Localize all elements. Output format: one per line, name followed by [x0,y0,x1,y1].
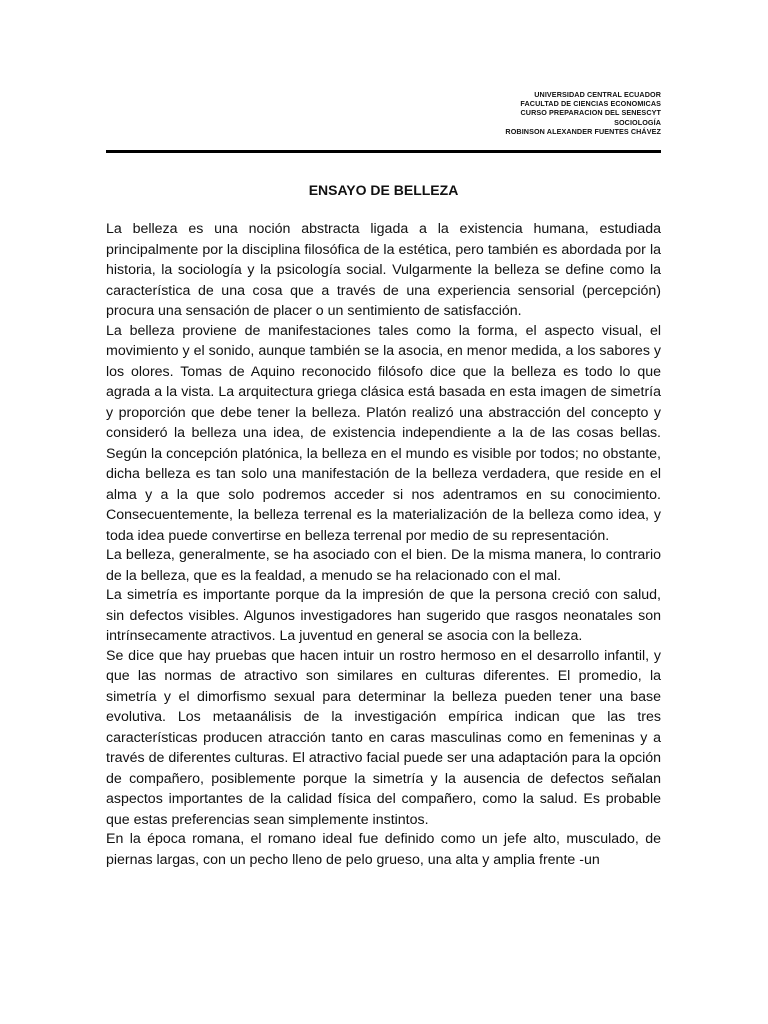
paragraph: En la época romana, el romano ideal fue definido como un jefe alto, musculado, de piernas largas, con un pecho lleno de pelo grueso, una alta y amplia frente -un [106,831,661,868]
header-divider [106,150,661,153]
paragraph: La belleza, generalmente, se ha asociado con el bien. De la misma manera, lo contrario de la belleza, que es la fealdad, a menudo se ha relacionado con el mal. [106,547,661,584]
document-body [106,219,661,869]
header-subject: SOCIOLOGÍA [614,117,661,127]
header-course: CURSO PREPARACION DEL SENESCYT [520,108,661,118]
page-title: ENSAYO DE BELLEZA [308,182,459,198]
document-header [361,90,661,136]
header-author: ROBINSON ALEXANDER FUENTES CHÁVEZ [505,126,661,136]
paragraph: La simetría es importante porque da la impresión de que la persona creció con salud, sin defectos visibles. Algunos investigadores han sugerido que rasgos neonatales son intrínsecamente atractivos. La juventud en general se asocia con la belleza. [106,587,661,644]
paragraph: La belleza es una noción abstracta ligada a la existencia humana, estudiada principalmente por la disciplina filosófica de la estética, pero también es abordada por la historia, la sociología y la psicología social. Vulgarmente la belleza se define como la característica de una cosa que a través de una experiencia sensorial (percepción) procura una sensación de placer o un sentimiento de satisfacción. [106,221,661,319]
header-university: UNIVERSIDAD CENTRAL ECUADOR [534,90,661,99]
header-faculty: FACULTAD DE CIENCIAS ECONOMICAS [520,99,661,109]
paragraph: La belleza proviene de manifestaciones tales como la forma, el aspecto visual, el movimiento y el sonido, aunque también se la asocia, en menor medida, a los sabores y los olores. Tomas de Aquino reconocido filósofo dice que la belleza es todo lo que agrada a la vista. La arquitectura griega clásica está basada en esta imagen de simetría y proporción que debe tener la belleza. Platón realizó una abstracción del concepto y consideró la belleza una idea, de existencia independiente a la de las cosas bellas. Según la concepción platónica, la belleza en el mundo es visible por todos; no obstante, dicha belleza es tan solo una manifestación de la belleza verdadera, que reside en el alma y a la que solo podremos acceder si nos adentramos en su conocimiento. Consecuentemente, la belleza terrenal es la materialización de la belleza como idea, y toda idea puede convertirse en belleza terrenal por medio de su representación. [106,322,661,544]
paragraph: Se dice que hay pruebas que hacen intuir un rostro hermoso en el desarrollo infantil, y que las normas de atractivo son similares en culturas diferentes. El promedio, la simetría y el dimorfismo sexual para determinar la belleza pueden tener una base evolutiva. Los metaanálisis de la investigación empírica indican que las tres características producen atracción tanto en caras masculinas como en femeninas y a través de diferentes culturas. El atractivo facial puede ser una adaptación para la opción de compañero, posiblemente porque la simetría y la ausencia de defectos señalan aspectos importantes de la calidad física del compañero, como la salud. Es probable que estas preferencias sean simplemente instintos. [106,647,661,828]
